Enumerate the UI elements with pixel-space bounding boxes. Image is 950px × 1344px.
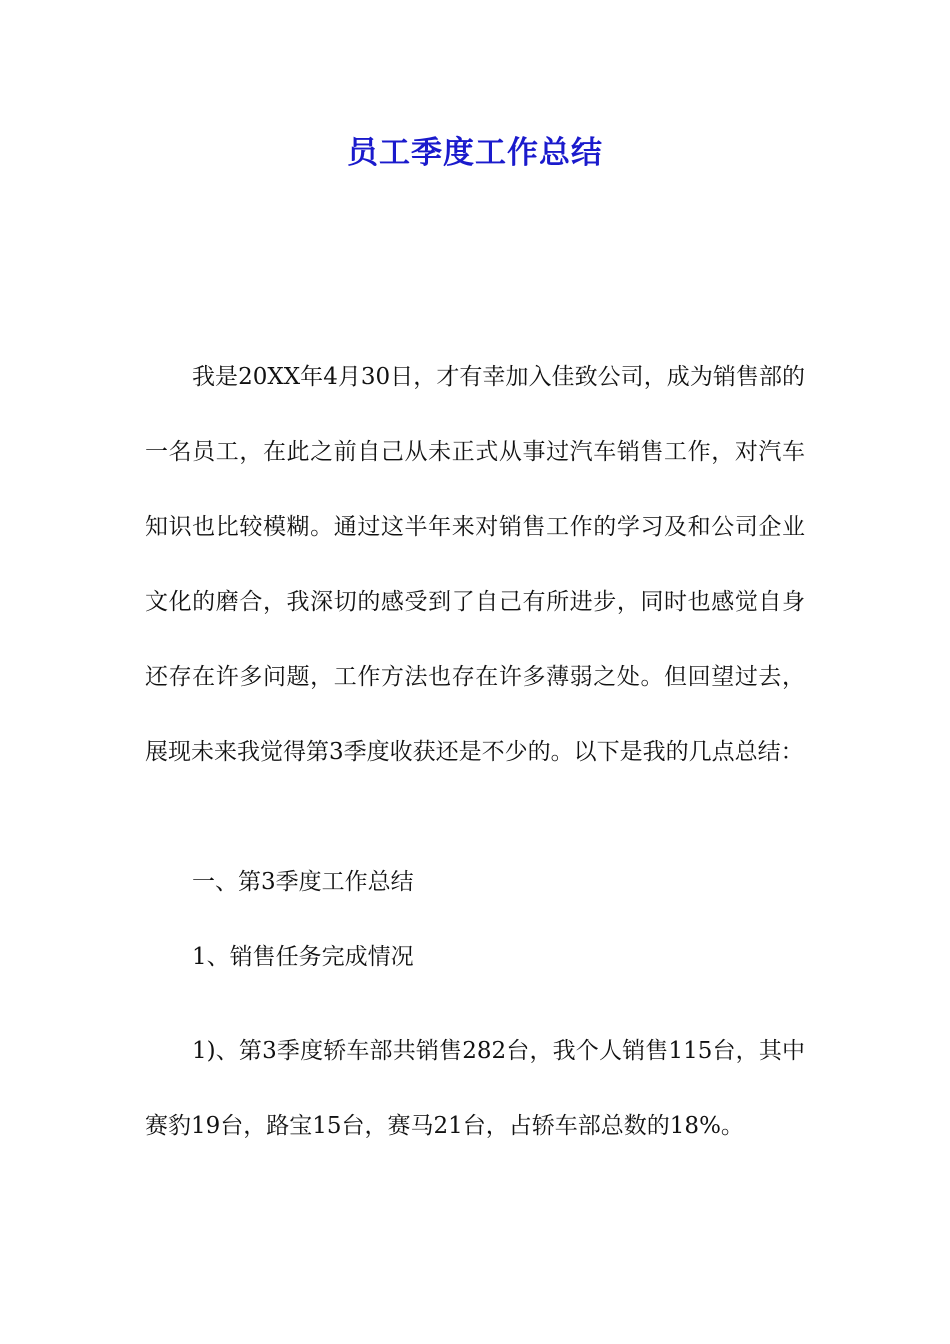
document-title: 员工季度工作总结 xyxy=(347,135,603,171)
sales-item-paragraph: 1)、第3季度轿车部共销售282台，我个人销售115台，其中赛豹19台，路宝15台，赛马21台，占轿车部总数的18%。 xyxy=(145,1038,805,1139)
subsection-heading: 1、销售任务完成情况 xyxy=(192,944,414,970)
intro-paragraph: 我是20XX年4月30日，才有幸加入佳致公司，成为销售部的一名员工，在此之前自己从未正式从事过汽车销售工作，对汽车知识也比较模糊。通过这半年来对销售工作的学习及和公司企业文化的磨合，我深切的感受到了自己有所进步，同时也感觉自身还存在许多问题，工作方法也存在许多薄弱之处。但回望过去，展现未来我觉得第3季度收获还是不少的。以下是我的几点总结： xyxy=(145,364,805,765)
section-heading: 一、第3季度工作总结 xyxy=(192,869,414,895)
